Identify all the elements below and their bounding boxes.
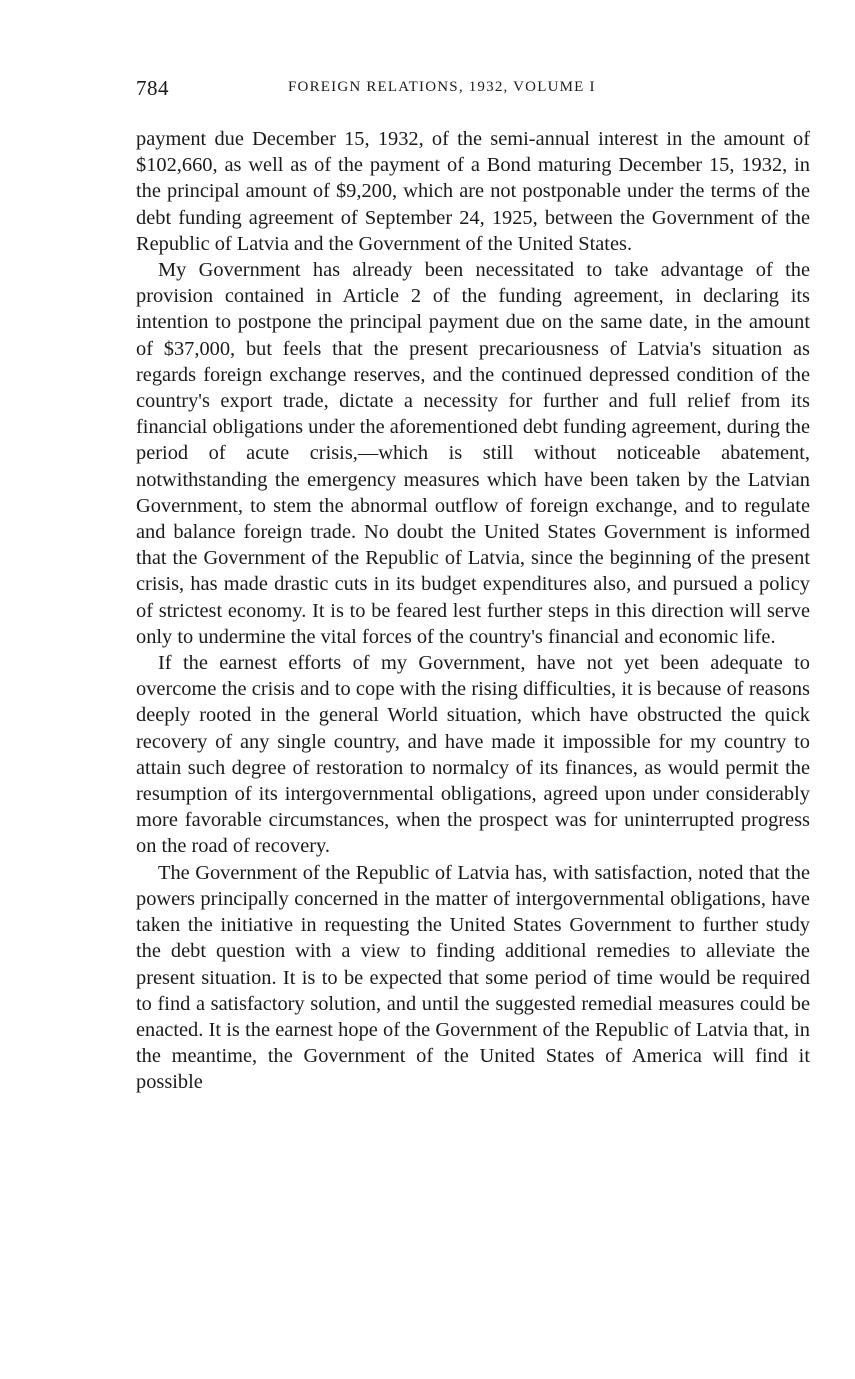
running-title: FOREIGN RELATIONS, 1932, VOLUME I [288, 79, 596, 95]
paragraph-2: My Government has already been necessitated to take advantage of the provision contained in Article 2 of the funding agreement, in declaring its intention to postpone the principal payment due on the same date, in the amount of $37,000, but feels that the present precariousness of Latvia's situation as regards foreign exchange reserves, and the continued depressed condition of the country's export trade, dictate a necessity for further and full relief from its financial obligations under the aforementioned debt funding agreement, during the period of acute crisis,—which is still without noticeable abatement, notwithstanding the emergency measures which have been taken by the Latvian Government, to stem the abnormal outflow of foreign exchange, and to regulate and balance foreign trade. No doubt the United States Government is informed that the Government of the Republic of Latvia, since the beginning of the present crisis, has made drastic cuts in its budget expenditures also, and pursued a policy of strictest economy. It is to be feared lest further steps in this direction will serve only to undermine the vital forces of the country's financial and economic life. [136, 259, 810, 648]
paragraph-4: The Government of the Republic of Latvia has, with satisfaction, noted that the powers principally concerned in the matter of intergovernmental obligations, have taken the initiative in requesting the United States Government to further study the debt question with a view to finding additional remedies to alleviate the present situation. It is to be expected that some period of time would be required to find a satisfactory solution, and until the suggested remedial measures could be enacted. It is the earnest hope of the Government of the Republic of Latvia that, in the meantime, the Government of the United States of America will find it possible [136, 861, 810, 1094]
page-number: 784 [136, 76, 169, 100]
paragraph-3: If the earnest efforts of my Government, have not yet been adequate to overcome the crisis and to cope with the rising difficulties, it is because of reasons deeply rooted in the general World situation, which have obstructed the quick recovery of any single country, and have made it impossible for my country to attain such degree of restoration to normalcy of its finances, as would permit the resumption of its intergovernmental obligations, agreed upon under considerably more favorable circumstances, when the prospect was for uninterrupted progress on the road of recovery. [136, 652, 810, 858]
paragraph-1: payment due December 15, 1932, of the semi-annual interest in the amount of $102,660, as well as of the payment of a Bond maturing December 15, 1932, in the principal amount of $9,200, which are not postponable under the terms of the debt funding agreement of September 24, 1925, between the Government of the Republic of Latvia and the Government of the United States. [136, 128, 810, 255]
document-page [136, 74, 810, 1096]
body-text [136, 126, 810, 1096]
running-header [136, 74, 810, 104]
